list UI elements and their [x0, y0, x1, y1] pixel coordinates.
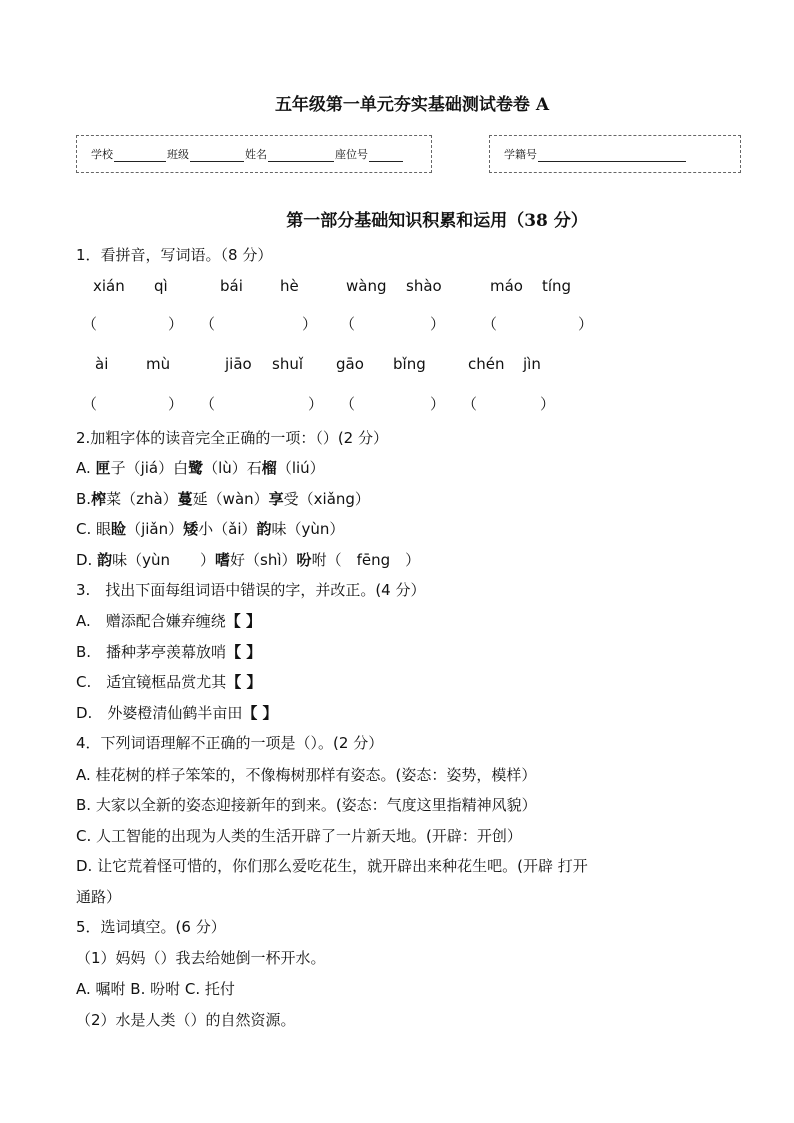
- class-blank[interactable]: [190, 150, 244, 162]
- bold-char: 享: [268, 490, 284, 508]
- student-id-blank[interactable]: [538, 150, 686, 162]
- bold-char: 矮: [183, 520, 199, 538]
- option-text: （jiǎn）: [126, 520, 184, 538]
- name-field[interactable]: [245, 146, 335, 162]
- name-label: 姓名: [245, 148, 267, 161]
- option-text: 咐（ fēng ）: [311, 551, 421, 569]
- q4-option-d[interactable]: D. 让它荒着怪可惜的，你们那么爱吃花生，就开辟出来种花生吧。(开辟 打开: [76, 857, 588, 875]
- q2-option-b[interactable]: [76, 488, 370, 509]
- option-text: 味（yùn ）: [112, 551, 216, 569]
- pinyin: gāo: [336, 355, 364, 373]
- q2-option-a[interactable]: [76, 457, 325, 478]
- page-title: 五年级第一单元夯实基础测试卷卷 A: [274, 95, 550, 115]
- bold-char: 榨: [91, 490, 107, 508]
- answer-paren-close[interactable]: ）: [540, 395, 556, 413]
- answer-paren-close[interactable]: ）: [168, 315, 184, 333]
- q5-options-1[interactable]: A. 嘱咐 B. 吩咐 C. 托付: [76, 980, 235, 998]
- q2-heading: 2.加粗字体的读音完全正确的一项：（）(2 分）: [76, 429, 388, 447]
- answer-paren-close[interactable]: ）: [578, 315, 594, 333]
- name-blank[interactable]: [268, 150, 334, 162]
- option-text: （liú）: [276, 459, 325, 477]
- option-text: 延（wàn）: [192, 490, 269, 508]
- answer-paren-open[interactable]: （: [482, 315, 498, 333]
- pinyin: shào: [406, 277, 442, 295]
- option-text: 小（ǎi）: [198, 520, 257, 538]
- q4-option-b[interactable]: B. 大家以全新的姿态迎接新年的到来。(姿态：气度这里指精神风貌）: [76, 796, 537, 814]
- answer-bracket[interactable]: 【 】: [242, 704, 278, 722]
- student-info-box: [76, 135, 432, 173]
- option-label: B.: [76, 490, 92, 508]
- option-label: A.: [76, 459, 91, 477]
- answer-paren-close[interactable]: ）: [430, 315, 446, 333]
- option-text: 受（xiǎng）: [283, 490, 370, 508]
- pinyin: máo: [490, 277, 523, 295]
- answer-bracket[interactable]: 【 】: [225, 612, 262, 630]
- seat-label: 座位号: [335, 148, 368, 161]
- q5-sentence-2: （2）水是人类（）的自然资源。: [76, 1011, 296, 1029]
- q3-heading: 3. 找出下面每组词语中错误的字，并改正。(4 分）: [76, 581, 426, 599]
- pinyin: hè: [280, 277, 299, 295]
- option-label: D.: [76, 551, 93, 569]
- pinyin: jìn: [523, 355, 541, 373]
- bold-char: 嗜: [215, 551, 231, 569]
- q5-heading: 5．选词填空。(6 分）: [76, 918, 226, 936]
- option-label: C.: [76, 520, 92, 538]
- q4-option-a[interactable]: A. 桂花树的样子笨笨的，不像梅树那样有姿态。(姿态：姿势，模样）: [76, 766, 537, 784]
- q2-option-d[interactable]: [76, 549, 420, 570]
- seat-field[interactable]: [335, 146, 404, 162]
- pinyin: mù: [146, 355, 171, 373]
- answer-paren-open[interactable]: （: [340, 315, 356, 333]
- q5-sentence-1: （1）妈妈（）我去给她倒一杯开水。: [76, 949, 326, 967]
- pinyin: tíng: [542, 277, 572, 295]
- item-text: C. 适宜镜框品赏尤其: [76, 673, 227, 691]
- pinyin: chén: [468, 355, 505, 373]
- school-field[interactable]: [91, 146, 167, 162]
- option-text: 子（jiá）白: [110, 459, 189, 477]
- seat-blank[interactable]: [369, 150, 403, 162]
- class-field[interactable]: [167, 146, 245, 162]
- answer-paren-close[interactable]: ）: [308, 395, 324, 413]
- answer-paren-close[interactable]: ）: [430, 395, 446, 413]
- answer-paren-open[interactable]: （: [82, 315, 98, 333]
- item-text: B. 播种茅亭羡幕放哨: [76, 643, 227, 661]
- option-text: 菜（zhà）: [106, 490, 178, 508]
- option-text: （lù）石: [203, 459, 262, 477]
- bold-char: 睑: [111, 520, 127, 538]
- bold-char: 榴: [261, 459, 277, 477]
- answer-paren-open[interactable]: （: [462, 395, 478, 413]
- answer-paren-close[interactable]: ）: [302, 315, 318, 333]
- q3-item-c: [76, 671, 261, 692]
- option-text: 好（shì）: [230, 551, 297, 569]
- pinyin: shuǐ: [272, 355, 303, 373]
- answer-paren-open[interactable]: （: [340, 395, 356, 413]
- q3-item-b: [76, 641, 261, 662]
- pinyin: xián: [93, 277, 125, 295]
- school-blank[interactable]: [114, 150, 166, 162]
- q3-item-d: [76, 702, 278, 723]
- q4-option-c[interactable]: C. 人工智能的出现为人类的生活开辟了一片新天地。(开辟：开创）: [76, 827, 522, 845]
- bold-char: 鹭: [188, 459, 204, 477]
- answer-paren-open[interactable]: （: [200, 315, 216, 333]
- answer-paren-open[interactable]: （: [200, 395, 216, 413]
- answer-bracket[interactable]: 【 】: [226, 643, 262, 661]
- answer-paren-open[interactable]: （: [82, 395, 98, 413]
- option-text: 眼: [96, 520, 112, 538]
- section-title: 第一部分基础知识积累和运用（38 分）: [286, 211, 588, 231]
- bold-char: 蔓: [177, 490, 193, 508]
- item-text: D. 外婆橙清仙鹤半亩田: [76, 704, 243, 722]
- option-text: 味（yùn）: [271, 520, 345, 538]
- q2-option-c[interactable]: [76, 518, 344, 539]
- bold-char: 匣: [95, 459, 111, 477]
- answer-bracket[interactable]: 【 】: [226, 673, 262, 691]
- pinyin: ài: [95, 355, 109, 373]
- school-label: 学校: [91, 148, 113, 161]
- answer-paren-close[interactable]: ）: [168, 395, 184, 413]
- q4-heading: 4．下列词语理解不正确的一项是（）。(2 分）: [76, 734, 384, 752]
- q1-heading: 1．看拼音，写词语。（8 分）: [76, 246, 273, 264]
- student-id-box: [489, 135, 741, 173]
- pinyin: jiāo: [225, 355, 252, 373]
- q4-option-d-cont: 通路）: [76, 888, 122, 906]
- q3-item-a: [76, 610, 261, 631]
- pinyin: qì: [154, 277, 168, 295]
- student-id-field[interactable]: [504, 146, 687, 162]
- pinyin: wàng: [346, 277, 387, 295]
- pinyin: bái: [220, 277, 243, 295]
- bold-char: 韵: [256, 520, 272, 538]
- student-id-label: 学籍号: [504, 148, 537, 161]
- pinyin: bǐng: [393, 355, 426, 373]
- bold-char: 韵: [97, 551, 113, 569]
- class-label: 班级: [167, 148, 189, 161]
- item-text: A. 赠添配合嫌弃缠绕: [76, 612, 226, 630]
- bold-char: 吩: [296, 551, 312, 569]
